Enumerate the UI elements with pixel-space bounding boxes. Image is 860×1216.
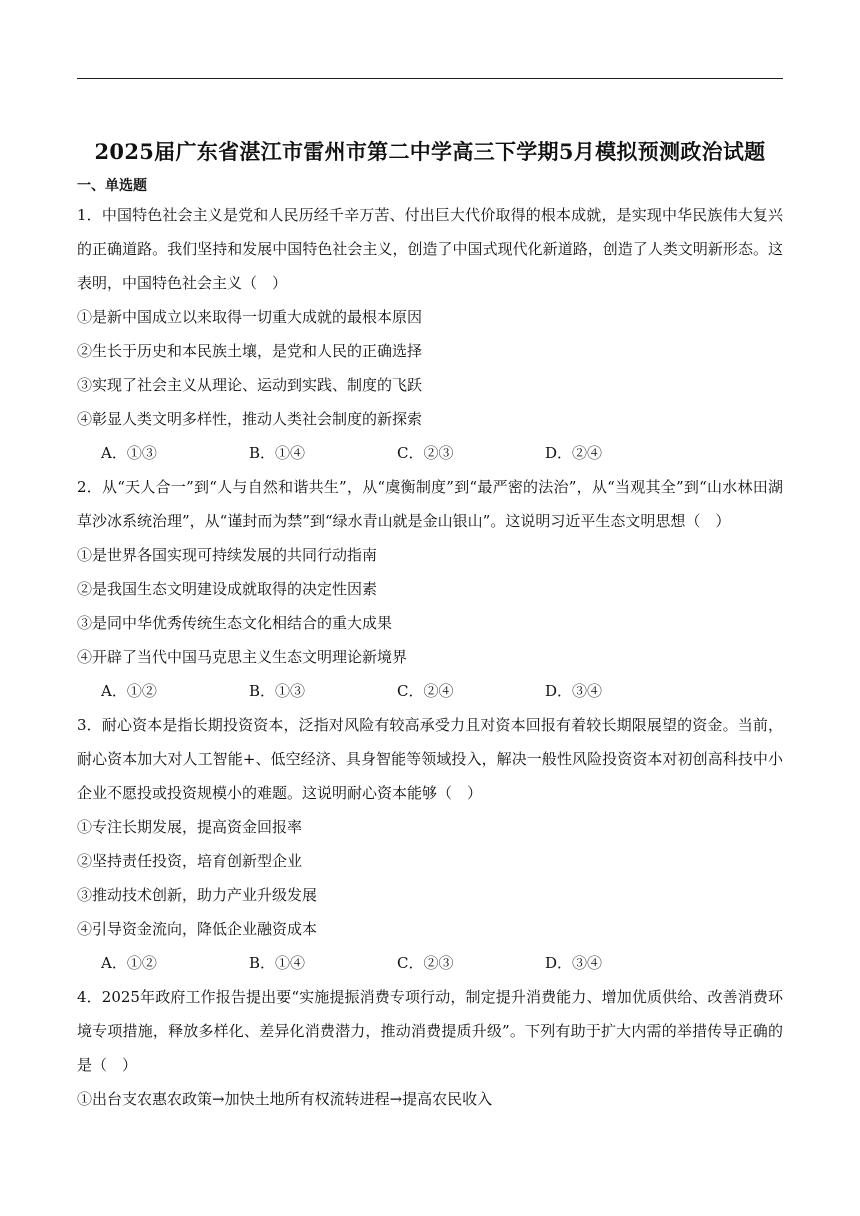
statement-option: ③推动技术创新，助力产业升级发展 xyxy=(77,886,318,904)
question-3 xyxy=(77,708,783,980)
question-stem: 4．2025年政府工作报告提出要“实施提振消费专项行动，制定提升消费能力、增加优质供给、改善消费环境专项措施，释放多样化、差异化消费潜力，推动消费提质升级”。下列有助于扩大内需的举措传导正确的是（ ） xyxy=(77,988,783,1074)
question-stem: 3．耐心资本是指长期投资资本，泛指对风险有较高承受力且对资本回报有着较长期限展望的资金。当前，耐心资本加大对人工智能+、低空经济、具身智能等领域投入，解决一般性风险投资资本对初创高科技中小企业不愿投或投资规模小的难题。这说明耐心资本能够（ ） xyxy=(77,716,783,802)
answer-choices xyxy=(77,946,783,980)
choice-b: B．①③ xyxy=(249,682,306,700)
statement-option: ②生长于历史和本民族土壤，是党和人民的正确选择 xyxy=(77,342,423,360)
statement-option: ②是我国生态文明建设成就取得的决定性因素 xyxy=(77,580,378,598)
question-1 xyxy=(77,198,783,470)
choice-a: A．①② xyxy=(101,682,157,700)
choice-d: D．③④ xyxy=(545,954,603,972)
choice-a: A．①③ xyxy=(101,444,157,462)
statement-option: ①专注长期发展，提高资金回报率 xyxy=(77,818,303,836)
answer-choices xyxy=(77,674,783,708)
choice-d: D．②④ xyxy=(545,444,603,462)
statement-option: ④彰显人类文明多样性，推动人类社会制度的新探索 xyxy=(77,410,423,428)
statement-option: ②坚持责任投资，培育创新型企业 xyxy=(77,852,303,870)
statement-option: ①是世界各国实现可持续发展的共同行动指南 xyxy=(77,546,378,564)
choice-c: C．②④ xyxy=(397,682,454,700)
question-stem: 2．从“天人合一”到“人与自然和谐共生”，从“虞衡制度”到“最严密的法治”，从“当观其全”到“山水林田湖草沙冰系统治理”，从“谨封而为禁”到“绿水青山就是金山银山”。这说明习近平生态文明思想（ ） xyxy=(77,478,783,530)
section-heading: 一、单选题 xyxy=(77,178,147,194)
choice-d: D．③④ xyxy=(545,682,603,700)
answer-choices xyxy=(77,436,783,470)
question-4 xyxy=(77,980,783,1116)
header-rule xyxy=(77,78,783,79)
choice-c: C．②③ xyxy=(397,444,454,462)
statement-option: ①是新中国成立以来取得一切重大成就的最根本原因 xyxy=(77,308,423,326)
choice-b: B．①④ xyxy=(249,444,306,462)
statement-option: ③实现了社会主义从理论、运动到实践、制度的飞跃 xyxy=(77,376,423,394)
statement-option: ④引导资金流向，降低企业融资成本 xyxy=(77,920,318,938)
choice-a: A．①② xyxy=(101,954,157,972)
question-2 xyxy=(77,470,783,708)
choice-b: B．①④ xyxy=(249,954,306,972)
statement-option: ①出台支农惠农政策→加快土地所有权流转进程→提高农民收入 xyxy=(77,1090,493,1108)
question-stem: 1．中国特色社会主义是党和人民历经千辛万苦、付出巨大代价取得的根本成就，是实现中华民族伟大复兴的正确道路。我们坚持和发展中国特色社会主义，创造了中国式现代化新道路，创造了人类文明新形态。这表明，中国特色社会主义（ ） xyxy=(77,206,783,292)
statement-option: ③是同中华优秀传统生态文化相结合的重大成果 xyxy=(77,614,393,632)
statement-option: ④开辟了当代中国马克思主义生态文明理论新境界 xyxy=(77,648,408,666)
choice-c: C．②③ xyxy=(397,954,454,972)
page-title: 2025届广东省湛江市雷州市第二中学高三下学期5月模拟预测政治试题 xyxy=(94,139,766,164)
question-list xyxy=(77,198,783,1116)
